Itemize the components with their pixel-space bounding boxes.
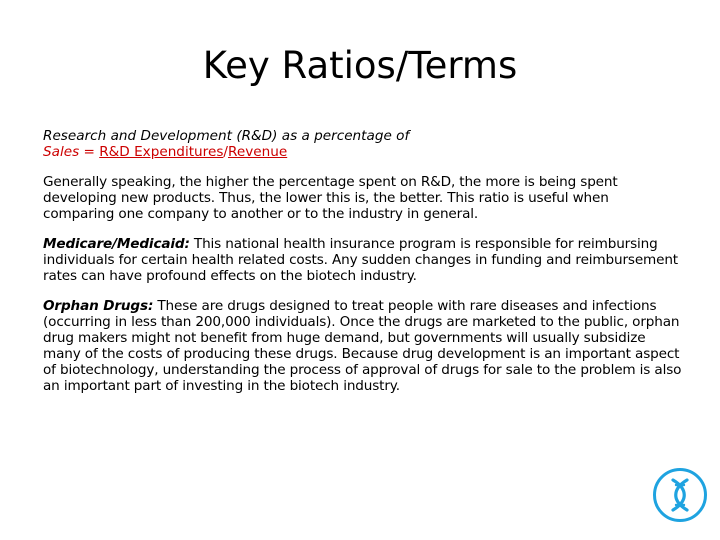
dna-helix-icon [652, 467, 708, 523]
rd-formula-equals: = [79, 144, 100, 160]
medicare-term: Medicare/Medicaid: [43, 236, 190, 252]
rd-formula-revenue: Revenue [228, 144, 288, 160]
rd-heading: Research and Development (R&D) as a percentage of [43, 128, 410, 144]
orphan-paragraph [43, 298, 683, 394]
orphan-term: Orphan Drugs: [43, 298, 154, 314]
rd-formula-expenditures: R&D Expenditures [99, 144, 224, 160]
rd-formula [43, 144, 683, 160]
medicare-paragraph [43, 236, 683, 284]
rd-description: Generally speaking, the higher the percentage spent on R&D, the more is being spent developing new products. Thus, the lower this is, the better. This ratio is useful when comparing one company to another or to the industry in general. [43, 174, 618, 222]
slide-title: Key Ratios/Terms [202, 44, 518, 87]
rd-formula-sales: Sales [43, 144, 80, 160]
rd-formula-slash: / [223, 144, 228, 160]
medicare-text: This national health insurance program is responsible for reimbursing individuals for certain health related costs. Any sudden changes in funding and reimbursement rates can have profound effects on the biotech industry. [43, 236, 678, 284]
slide-content [43, 128, 683, 394]
orphan-text: These are drugs designed to treat people with rare diseases and infections (occurring in less than 200,000 individuals). Once the drugs are marketed to the public, orphan drug makers might not benefit from huge demand, but governments will usually subsidize many of the costs of producing these drugs. Because drug development is an important aspect of biotechnology, understanding the process of approval of drugs for sale to the problem is also an important part of investing in the biotech industry. [43, 298, 682, 394]
